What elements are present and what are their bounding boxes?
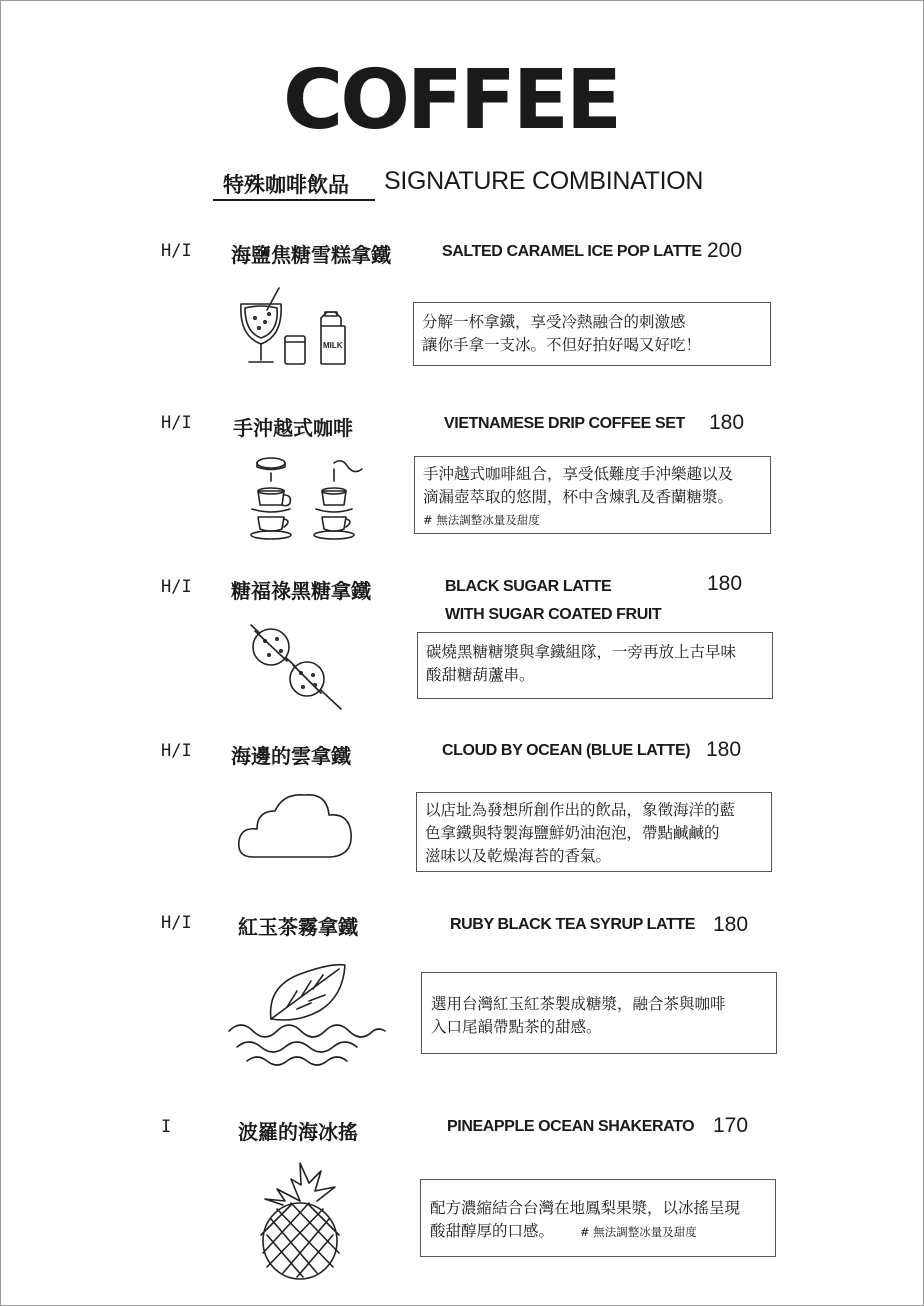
candied-fruit-skewer-icon — [249, 623, 349, 713]
item-price: 200 — [707, 239, 743, 262]
item-description-box — [420, 1179, 776, 1257]
temperature-option: H/I — [161, 913, 192, 933]
item-name-zh: 手沖越式咖啡 — [233, 416, 353, 440]
description-line: 分解一杯拿鐵，享受冷熱融合的刺激感 — [422, 313, 686, 331]
item-name-zh: 紅玉茶霧拿鐵 — [238, 915, 358, 939]
section-title-zh: 特殊咖啡飲品 — [223, 173, 349, 197]
item-name-zh: 波羅的海冰搖 — [238, 1120, 358, 1144]
description-line: 入口尾韻帶點茶的甜感。 — [431, 1018, 602, 1036]
description-line: 酸甜糖葫蘆串。 — [426, 666, 535, 684]
description-line: 以店址為發想所創作出的飲品，象徵海洋的藍 — [425, 801, 736, 819]
item-name-en: PINEAPPLE OCEAN SHAKERATO — [447, 1118, 695, 1135]
page-title: COFFEE — [283, 53, 619, 148]
description-note: # 無法調整冰量及甜度 — [423, 513, 540, 527]
item-price: 180 — [706, 738, 742, 761]
vietnamese-drip-icon — [246, 451, 371, 546]
temperature-option: H/I — [161, 241, 192, 261]
item-price: 180 — [709, 411, 745, 434]
temperature-option: H/I — [161, 577, 192, 597]
tea-leaf-waves-icon — [227, 961, 387, 1069]
item-name-en: VIETNAMESE DRIP COFFEE SET — [444, 415, 685, 432]
latte-glass-milk-icon — [231, 286, 351, 368]
item-price: 170 — [713, 1114, 749, 1137]
item-description-box — [416, 792, 772, 872]
item-name-zh: 海邊的雲拿鐵 — [231, 744, 351, 768]
temperature-option: I — [161, 1117, 172, 1137]
description-line: 讓你手拿一支冰。不但好拍好喝又好吃！ — [422, 336, 702, 354]
description-line: 滋味以及乾燥海苔的香氣。 — [425, 847, 612, 865]
description-line: 手沖越式咖啡組合，享受低難度手沖樂趣以及 — [423, 465, 734, 483]
item-name-en: CLOUD BY OCEAN (BLUE LATTE) — [442, 742, 691, 759]
item-description-box — [421, 972, 777, 1054]
description-line: 選用台灣紅玉紅茶製成糖漿，融合茶與咖啡 — [431, 995, 726, 1013]
item-name-en: RUBY BLACK TEA SYRUP LATTE — [450, 916, 696, 933]
section-title-en: SIGNATURE COMBINATION — [384, 167, 704, 195]
item-name-en-line1: BLACK SUGAR LATTE — [445, 578, 612, 595]
description-text: 酸甜醇厚的口感。 — [430, 1222, 555, 1240]
description-line: 碳燒黑糖糖漿與拿鐵組隊，一旁再放上古早味 — [426, 643, 737, 661]
description-line: 配方濃縮結合台灣在地鳳梨果漿，以冰搖呈現 — [430, 1199, 741, 1217]
item-name-en-line2: WITH SUGAR COATED FRUIT — [445, 606, 662, 623]
item-name-zh: 海鹽焦糖雪糕拿鐵 — [231, 243, 391, 267]
item-description-box — [414, 456, 771, 534]
cloud-icon — [235, 783, 357, 863]
description-line: 色拿鐵與特製海鹽鮮奶油泡泡，帶點鹹鹹的 — [425, 824, 720, 842]
milk-label: MILK — [323, 341, 343, 350]
item-description-box — [413, 302, 771, 366]
item-price: 180 — [713, 913, 749, 936]
description-line — [430, 1220, 767, 1244]
item-name-en: SALTED CARAMEL ICE POP LATTE — [442, 243, 702, 260]
temperature-option: H/I — [161, 741, 192, 761]
temperature-option: H/I — [161, 413, 192, 433]
item-description-box — [417, 632, 773, 699]
description-line: 滴漏壺萃取的悠閒，杯中含煉乳及香蘭糖漿。 — [423, 488, 734, 506]
section-title-underline — [213, 199, 375, 201]
description-note: # 無法調整冰量及甜度 — [580, 1225, 697, 1239]
item-price: 180 — [707, 572, 743, 595]
item-name-zh: 糖福祿黑糖拿鐵 — [231, 579, 371, 603]
pineapple-icon — [255, 1161, 345, 1281]
